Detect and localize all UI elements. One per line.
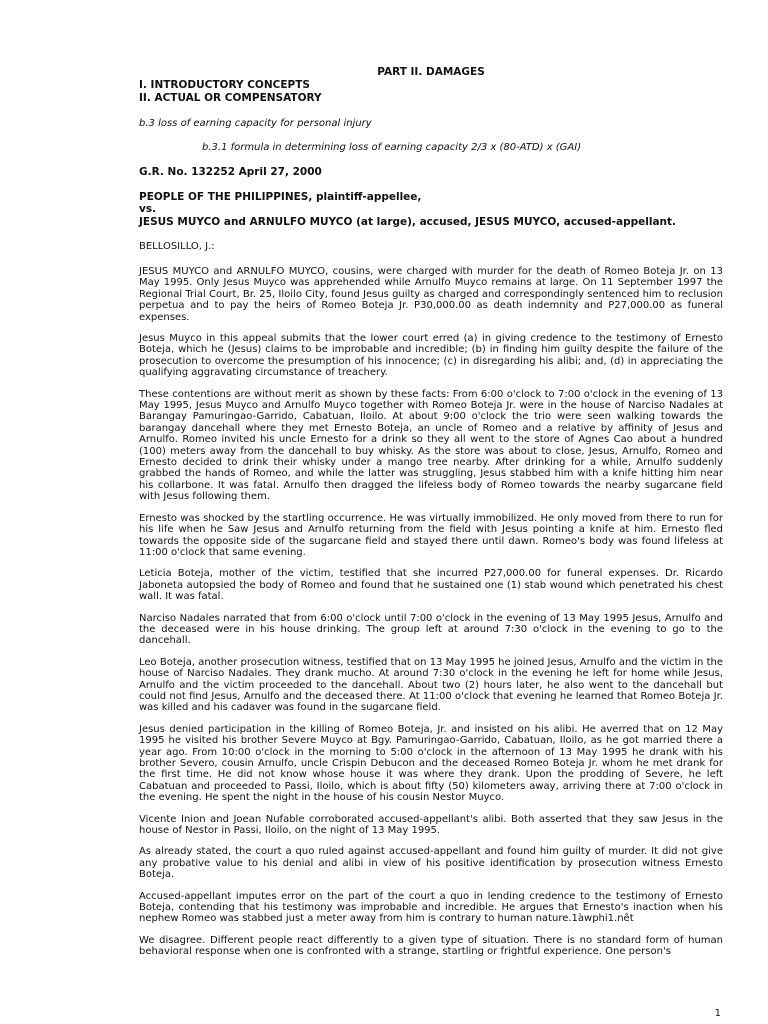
paragraph: Leticia Boteja, mother of the victim, testified that she incurred P27,000.00 for funeral expenses. Dr. Ricardo Jaboneta autopsied the body of Romeo and found that he sustained one (1) stab wound which penetrated his chest wall. It was fatal. [139,568,723,603]
ponente: BELLOSILLO, J.: [139,240,215,252]
case-number: G.R. No. 132252 April 27, 2000 [139,166,322,179]
paragraph: Narciso Nadales narrated that from 6:00 o'clock until 7:00 o'clock in the evening of 13 May 1995 Jesus, Arnulfo and the deceased were in his house drinking. The group left at around 7:30 o'clock in the evening to go to the dancehall. [139,612,723,647]
paragraph: As already stated, the court a quo ruled against accused-appellant and found him guilty of murder. It did not give any probative value to his denial and alibi in view of his positive identification by prosecution witness Ernesto Boteja. [139,846,723,881]
paragraph: JESUS MUYCO and ARNULFO MUYCO, cousins, were charged with murder for the death of Romeo Boteja Jr. on 13 May 1995. Only Jesus Muyco was apprehended while Arnulfo Muyco remains at large. On 11 September 1997 the Regional Trial Court, Br. 25, Iloilo City, found Jesus guilty as charged and correspondingly sentenced him to reclusion perpetua and to pay the heirs of Romeo Boteja Jr. P30,000.00 as death indemnity and P27,000.00 as funeral expenses. [139,265,723,323]
paragraph: Ernesto was shocked by the startling occurrence. He was virtually immobilized. He only moved from there to run for his life when he Saw Jesus and Arnulfo returning from the field with Jesus pointing a knife at him. Ernesto fled towards the opposite side of the sugarcane field and stayed there until dawn. Romeo's body was found lifeless at 11:00 o'clock that same evening. [139,512,723,558]
topic-heading-2: II. ACTUAL OR COMPENSATORY [139,91,322,104]
document-page [139,66,723,958]
party-accused: JESUS MUYCO and ARNULFO MUYCO (at large), accused, JESUS MUYCO, accused-appellant. [139,215,677,228]
paragraph: Leo Boteja, another prosecution witness, testified that on 13 May 1995 he joined Jesus, Arnulfo and the victim in the house of Narciso Nadales. They drank mucho. At around 7:30 o'clock in the evening he left for home while Jesus, Arnulfo and the victim proceeded to the dancehall. About two (2) hours later, he also went to the dancehall but could not find Jesus, Arnulfo and the deceased there. At 11:00 o'clock that evening he learned that Romeo Boteja Jr. was killed and his cadaver was found in the sugarcane field. [139,656,723,714]
versus: vs. [139,203,157,216]
part-heading: PART II. DAMAGES [377,66,485,78]
party-plaintiff: PEOPLE OF THE PHILIPPINES, plaintiff-appellee, [139,190,422,203]
paragraph: Accused-appellant imputes error on the part of the court a quo in lending credence to the testimony of Ernesto Boteja, contending that his testimony was improbable and incredible. He argues that Ernesto's inaction when his nephew Romeo was stabbed just a meter away from him is contrary to human nature.1àwphi1.nêt [139,890,723,925]
paragraph: Jesus Muyco in this appeal submits that the lower court erred (a) in giving credence to the testimony of Ernesto Boteja, which he (Jesus) claims to be improbable and incredible; (b) in finding him guilty despite the failure of the prosecution to overcome the presumption of his innocence; (c) in disregarding his alibi; and, (d) in appreciating the qualifying aggravating circumstance of treachery. [139,333,723,379]
topic-heading-1: I. INTRODUCTORY CONCEPTS [139,79,310,91]
paragraph: We disagree. Different people react differently to a given type of situation. There is no standard form of human behavioral response when one is confronted with a strange, startling or frightful experience. One person's [139,934,723,958]
subtopic-heading: b.3 loss of earning capacity for personal injury [139,118,372,130]
page-number: 1 [714,1008,721,1019]
paragraph: Jesus denied participation in the killing of Romeo Boteja, Jr. and insisted on his alibi. He averred that on 12 May 1995 he visited his brother Severe Muyco at Bgy. Pamuringao-Garrido, Cabatuan, Iloilo, as he got married there a year ago. From 10:00 o'clock in the morning to 5:00 o'clock in the afternoon of 13 May 1995 he drank with his brother Severo, cousin Arnulfo, uncle Crispin Debucon and the deceased Romeo Boteja Jr. whom he met drank for the first time. He did not know whose house it was where they drank. Upon the prodding of Severe, he left Cabatuan and proceeded to Passi, Iloilo, which is about fifty (50) kilometers away, arriving there at 7:00 o'clock in the evening. He spent the night in the house of his cousin Nestor Muyco. [139,723,723,804]
paragraph: Vicente Inion and Joean Nufable corroborated accused-appellant's alibi. Both asserted that they saw Jesus in the house of Nestor in Passi, Iloilo, on the night of 13 May 1995. [139,813,723,837]
paragraph: These contentions are without merit as shown by these facts: From 6:00 o'clock to 7:00 o'clock in the evening of 13 May 1995, Jesus Muyco and Arnulfo Muyco together with Romeo Boteja Jr. were in the house of Narciso Nadales at Barangay Pamuringao-Garrido, Cabatuan, Iloilo. At about 9:00 o'clock the trio were seen walking towards the barangay dancehall where they met Ernesto Boteja, an uncle of Romeo and a relative by affinity of Jesus and Arnulfo. Romeo invited his uncle Ernesto for a drink so they all went to the store of Agnes Cao about a hundred (100) meters away from the dancehall to buy whisky. As the store was about to close, Jesus, Arnulfo, Romeo and Ernesto decided to drink their whisky under a mango tree nearby. After drinking for a while, Arnulfo suddenly grabbed the hands of Romeo, and while the latter was struggling, Jesus stabbed him with a knife hitting him near his collarbone. It was fatal. Arnulfo then dragged the lifeless body of Romeo towards the nearby sugarcane field with Jesus following them. [139,388,723,503]
formula-heading: b.3.1 formula in determining loss of earning capacity 2/3 x (80-ATD) x (GAI) [202,142,582,154]
